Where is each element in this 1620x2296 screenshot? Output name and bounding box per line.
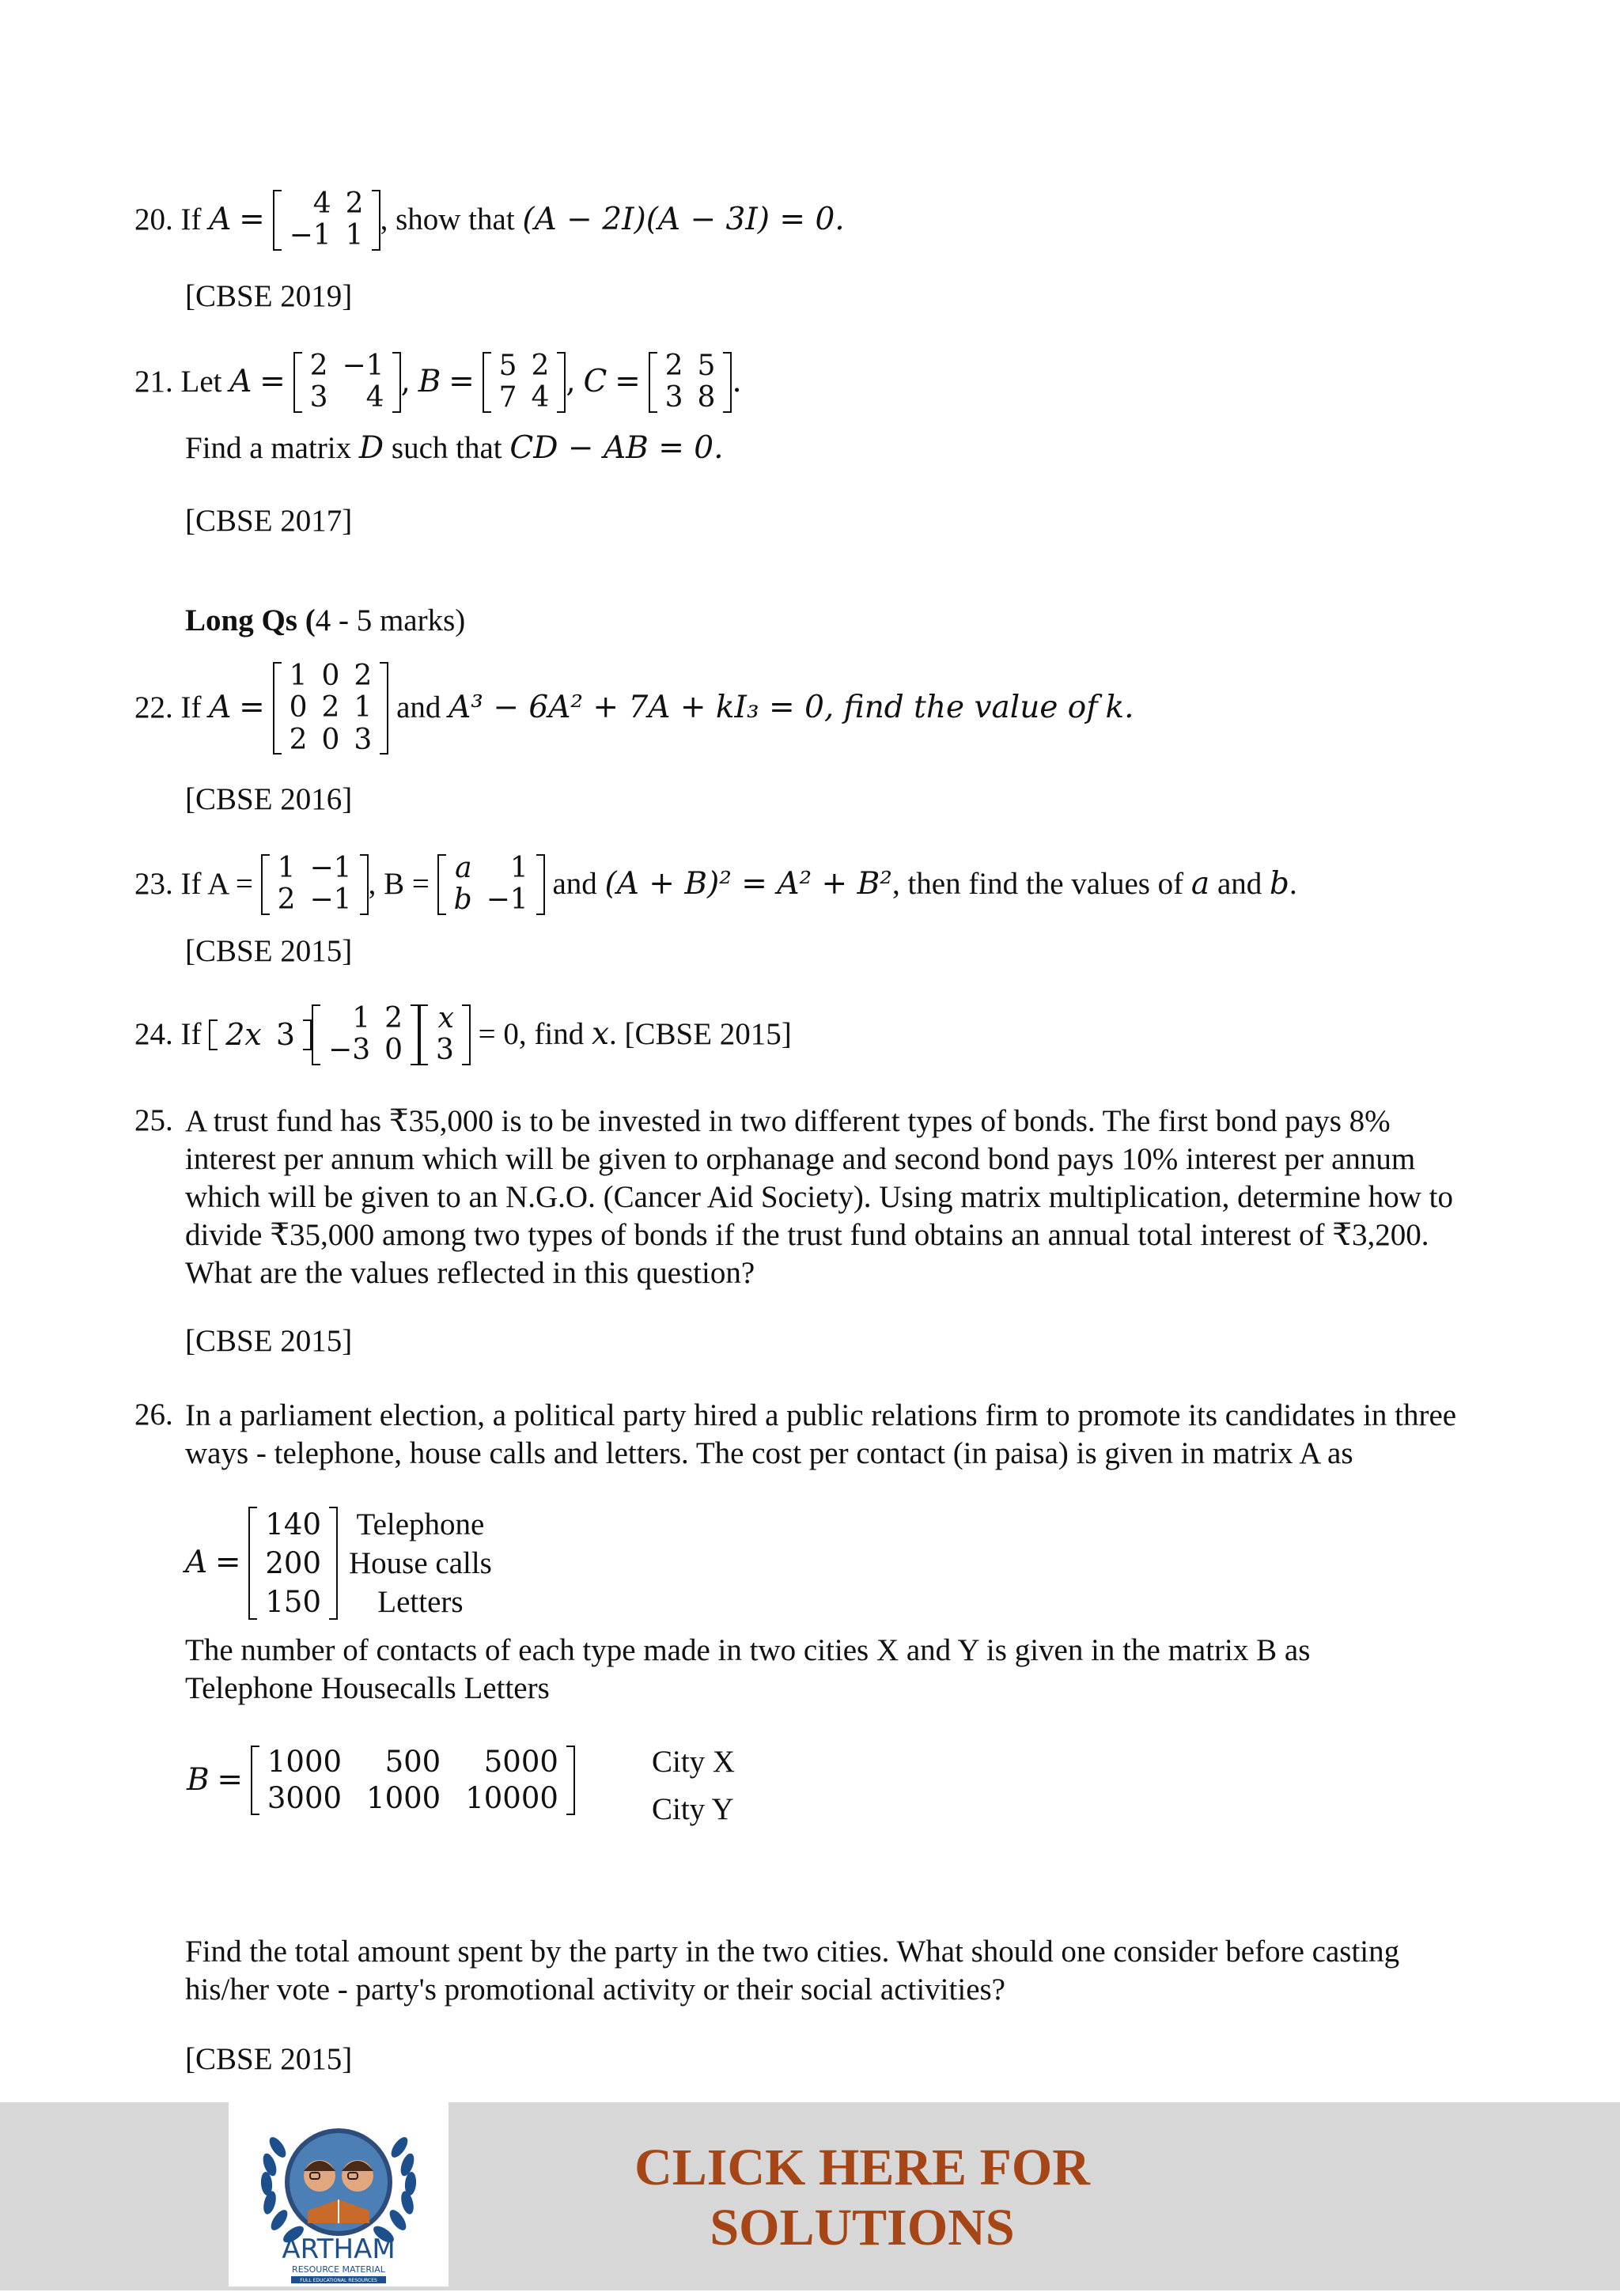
cell: 4	[312, 187, 331, 220]
cell: 2	[345, 187, 364, 220]
cell: 2	[384, 1002, 403, 1035]
q21-matrix-b	[483, 350, 566, 414]
cell: 3	[275, 1017, 296, 1053]
cta-line-1[interactable]: CLICK HERE FOR	[634, 2139, 1090, 2196]
cell: a	[455, 852, 472, 884]
q23-matrix-a	[261, 853, 369, 917]
q26-city-x: City X	[652, 1745, 736, 1779]
cell: 2	[354, 660, 373, 692]
q25-number: 25.	[134, 1103, 173, 1137]
q26-matrix-a	[248, 1505, 338, 1621]
q21-instruction	[185, 430, 723, 467]
period: .	[1289, 866, 1297, 901]
cell: b	[453, 883, 472, 917]
cell: 5	[498, 350, 517, 382]
q20-source: [CBSE 2019]	[185, 279, 353, 313]
var-k: k.	[1105, 690, 1134, 726]
var-a: A	[229, 363, 252, 399]
q26-source: [CBSE 2015]	[185, 2042, 353, 2076]
cell: 0	[321, 723, 340, 756]
q26-matrix-a-block	[185, 1505, 492, 1621]
cell: x	[437, 1002, 454, 1035]
cell: −1	[486, 883, 528, 917]
cell: 500	[384, 1745, 441, 1779]
cell: 2	[664, 350, 683, 382]
section-heading-bold: Long Qs (	[185, 603, 316, 637]
q26-text2: The number of contacts of each type made in two cities X and Y is given in the matrix B as	[185, 1633, 1311, 1667]
cell: 4	[531, 381, 550, 414]
cell: 1	[345, 219, 364, 252]
q23-and2: and	[1217, 866, 1262, 901]
q25-source: [CBSE 2015]	[185, 1324, 353, 1358]
q24-matrix	[312, 1003, 419, 1067]
cell: 3	[664, 381, 683, 414]
q26-text3: Find the total amount spent by the party in the two cities. What should one consider before casting his/her vote - party's promotional activity or their social activities?	[185, 1935, 1400, 2007]
cell: 0	[321, 660, 340, 692]
question-21	[134, 350, 742, 414]
q22-equation: A³ − 6A² + 7A + kI₃ = 0, find the value of	[449, 690, 1098, 726]
var-d: D	[358, 430, 384, 466]
q24-equation: = 0, find	[478, 1016, 585, 1051]
cell: −1	[309, 883, 352, 917]
q26-city-y: City Y	[652, 1792, 734, 1826]
cell: 7	[498, 381, 517, 414]
equals: =	[259, 363, 286, 399]
cell: 0	[384, 1034, 403, 1067]
period: .	[732, 363, 742, 399]
q21-matrix-a	[293, 350, 401, 414]
equals: =	[615, 363, 641, 399]
equals: =	[239, 690, 265, 726]
var-b: B	[418, 363, 441, 399]
equals: =	[217, 1761, 244, 1798]
solutions-link[interactable]	[617, 2138, 1107, 2258]
section-heading	[185, 603, 465, 640]
var-a: A	[209, 690, 232, 726]
q22-matrix	[273, 660, 389, 756]
cell: 140	[265, 1507, 321, 1541]
cell: −3	[328, 1034, 371, 1067]
q21-find-text: Find a matrix	[185, 431, 352, 465]
cell: 3	[309, 381, 328, 414]
cell: 3000	[267, 1781, 343, 1815]
logo-name: ARTHAM	[282, 2234, 396, 2265]
q21-matrix-c	[649, 350, 732, 414]
q23-and: and	[552, 866, 597, 901]
var-x: x	[592, 1016, 609, 1052]
q26-matrix-a-labels	[349, 1505, 492, 1621]
row-label: Letters	[377, 1585, 464, 1619]
cell: 2	[531, 350, 550, 382]
cell: 4	[365, 381, 384, 414]
q23-matrix-b	[437, 853, 545, 917]
q26-text: In a parliament election, a political party hired a public relations firm to promote its candidates in three ways - telephone, house calls and letters. The cost per contact (in paisa) is given in matrix A as	[185, 1398, 1457, 1470]
q26-matrix-b	[251, 1744, 575, 1817]
cell: 1	[352, 1002, 371, 1035]
cell: 8	[697, 381, 716, 414]
q26-column-header: Telephone Housecalls Letters	[185, 1671, 550, 1705]
cell: 1000	[267, 1745, 343, 1779]
cta-line-2[interactable]: SOLUTIONS	[710, 2199, 1015, 2256]
q24-column-vector	[419, 1003, 471, 1067]
q21-prefix: 21. Let	[134, 364, 222, 399]
var-b-lower: b	[1270, 865, 1289, 902]
q20-prefix: 20. If	[134, 202, 202, 236]
cell: 10000	[465, 1781, 558, 1815]
var-c: C	[583, 363, 608, 399]
logo-tagline: FULL EDUCATIONAL RESOURCES	[300, 2278, 377, 2283]
logo-subtitle: RESOURCE MATERIAL	[292, 2264, 385, 2275]
cell: 1	[289, 660, 308, 692]
cell: 2x	[225, 1017, 262, 1053]
q23-equation: (A + B)² = A² + B²	[604, 865, 892, 902]
cell: 2	[289, 723, 308, 756]
q26-matrix-b-block	[187, 1744, 575, 1817]
q20-matrix	[273, 188, 380, 252]
cell: 2	[277, 883, 296, 917]
q26-number: 26.	[134, 1398, 173, 1432]
laurel-logo-icon	[229, 2100, 449, 2287]
q25-text: A trust fund has ₹35,000 is to be invested in two different types of bonds. The first bond pays 8% interest per annum which will be given to orphanage and second bond pays 10% interest per annum which will be given to an N.G.O. (Cancer Aid Society). Using matrix multiplication, determine how to divide ₹35,000 among two types of bonds if the trust fund obtains an annual total interest of ₹3,200. What are the values reflected in this question?	[185, 1104, 1454, 1290]
q23-prefix: 23. If A =	[134, 866, 253, 901]
cell: 1	[277, 852, 296, 884]
row-label: Telephone	[356, 1507, 485, 1541]
q20-equation: (A − 2I)(A − 3I) = 0.	[522, 201, 845, 237]
cell: −1	[289, 219, 331, 252]
equals: =	[239, 201, 265, 237]
equals: =	[214, 1545, 241, 1581]
q23-source: [CBSE 2015]	[185, 934, 353, 968]
row-label: House calls	[348, 1546, 492, 1580]
section-heading-marks: 4 - 5 marks)	[315, 603, 466, 637]
var-a: A	[185, 1545, 208, 1581]
cell: 2	[309, 350, 328, 382]
cell: 1	[354, 691, 373, 724]
cell: 3	[436, 1034, 454, 1067]
q21-source: [CBSE 2017]	[185, 504, 353, 538]
cell: 2	[321, 691, 340, 724]
cell: 150	[265, 1585, 321, 1619]
cell: 0	[289, 691, 308, 724]
question-23	[134, 853, 1297, 917]
q21-such-text: such that	[391, 431, 502, 465]
comma: ,	[400, 363, 411, 399]
var-a: A	[209, 201, 232, 237]
question-20	[134, 188, 845, 252]
q24-source: . [CBSE 2015]	[609, 1016, 792, 1051]
var-a-lower: a	[1190, 865, 1210, 902]
comma: ,	[566, 363, 576, 399]
cell: −1	[342, 350, 384, 382]
question-22	[134, 660, 1134, 756]
equals: =	[449, 363, 475, 399]
q22-source: [CBSE 2016]	[185, 782, 353, 816]
question-24	[134, 1003, 792, 1067]
q22-and: and	[396, 690, 441, 725]
q24-row-matrix	[209, 1018, 312, 1052]
cell: 1000	[366, 1781, 441, 1815]
cell: 200	[265, 1546, 321, 1580]
q20-text: , show that	[380, 202, 515, 236]
cell: 5	[697, 350, 716, 382]
q21-equation: CD − AB = 0.	[509, 430, 724, 466]
cell: 1	[509, 852, 528, 884]
q23-then: , then find the values of	[891, 866, 1184, 901]
cell: 5000	[483, 1745, 558, 1779]
artham-logo	[229, 2100, 449, 2287]
cell: −1	[309, 852, 352, 884]
q22-prefix: 22. If	[134, 690, 202, 725]
cell: 3	[354, 723, 373, 756]
q23-b-label: , B =	[368, 866, 430, 901]
q24-prefix: 24. If	[134, 1016, 202, 1051]
var-b: B	[187, 1761, 210, 1798]
